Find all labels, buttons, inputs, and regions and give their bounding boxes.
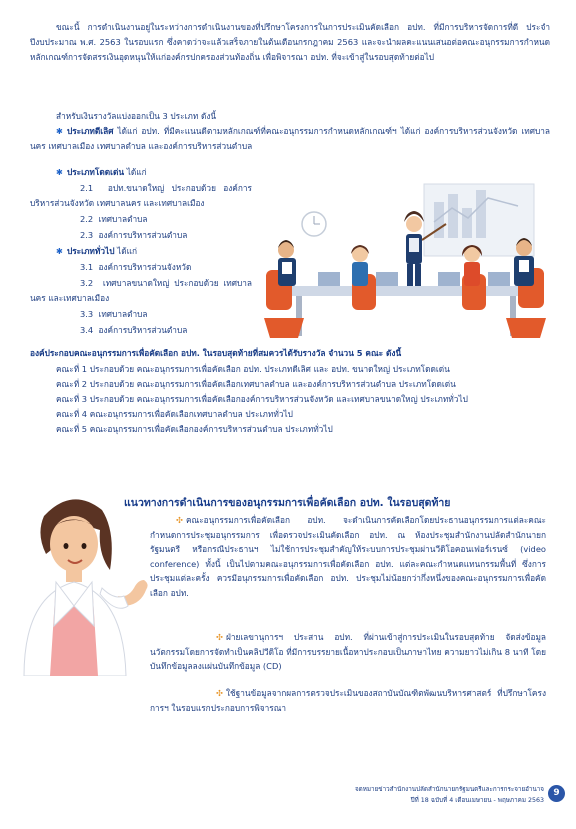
meeting-illustration [256, 178, 556, 348]
item-text: องค์การบริหารส่วนตำบล [98, 325, 188, 335]
guideline-bullet-1 [150, 513, 546, 600]
category-outstanding-title: ประเภทโดดเด่น [66, 167, 125, 177]
item-number: 2.1 [80, 183, 94, 193]
item-number: 3.3 [80, 309, 94, 319]
prize-types-lead: สำหรับเงินรางวัลแบ่งออกเป็น 3 ประเภท ดังนี้ [56, 111, 217, 121]
committee-heading-text: องค์ประกอบคณะอนุกรรมการเพื่อคัดเลือก อปท. ในรอบสุดท้ายที่สมควรได้รับรางวัล จำนวน 5 คณะ ดังนี้ [30, 348, 402, 358]
general-item [80, 323, 187, 338]
item-number: 2.3 [80, 230, 94, 240]
flower-icon: ✣ [176, 515, 183, 525]
item-text: เทศบาลตำบล [98, 309, 148, 319]
guideline-bullet-3 [150, 686, 546, 715]
general-item [80, 260, 191, 275]
category-general [56, 244, 137, 259]
item-text: อปท.ขนาดใหญ่ ประกอบด้วย องค์การบริหารส่วนจังหวัด เทศบาลนคร และเทศบาลเมือง [30, 183, 252, 208]
category-outstanding [56, 165, 147, 180]
outstanding-item [30, 181, 252, 210]
guideline-text: ใช้ฐานข้อมูลจากผลการตรวจประเมินของสถาบันบัณฑิตพัฒนบริหารศาสตร์ ที่ปรึกษาโครงการฯ ในรอบแรกประกอบการพิจารณา [150, 688, 546, 713]
asterisk-icon: ✱ [56, 167, 63, 177]
category-excellent-title: ประเภทดีเลิศ [66, 126, 114, 136]
committee-item: คณะที่ 1 ประกอบด้วย คณะอนุกรรมการเพื่อคัดเลือก อปท. ประเภทดีเลิศ และ อปท. ขนาดใหญ่ ประเภทโดดเด่น [56, 364, 450, 374]
item-text: เทศบาลตำบล [98, 214, 148, 224]
page-number: 9 [548, 785, 565, 802]
asterisk-icon: ✱ [56, 126, 63, 136]
asterisk-icon: ✱ [56, 246, 63, 256]
category-general-title: ประเภททั่วไป [66, 246, 115, 256]
guidelines-heading: แนวทางการดำเนินการของอนุกรรมการเพื่อคัดเลือก อปท. ในรอบสุดท้าย [124, 497, 451, 509]
committee-item: คณะที่ 2 ประกอบด้วย คณะอนุกรรมการเพื่อคัดเลือกเทศบาลตำบล และองค์การบริหารส่วนตำบล ประเภทโดดเด่น [56, 379, 456, 389]
outstanding-item [80, 228, 187, 243]
committee-item: คณะที่ 5 คณะอนุกรรมการเพื่อคัดเลือกองค์การบริหารส่วนตำบล ประเภททั่วไป [56, 424, 333, 434]
guideline-text: ฝ่ายเลขานุการฯ ประสาน อปท. ที่ผ่านเข้าสู่การประเมินในรอบสุดท้าย จัดส่งข้อมูลนวัตกรรมโดยการจัดทำเป็นคลิปวีดิโอ ที่มีการบรรยายเนื้อหาประกอบเป็นภาษาไทย ความยาวไม่เกิน 8 นาที โดยบันทึกข้อมูลลงแผ่นบันทึกข้อมูล (CD) [150, 632, 546, 671]
intro-paragraph: ขณะนี้ การดำเนินงานอยู่ในระหว่างการดำเนินงานของที่ปรึกษาโครงการในการประเมินคัดเลือก อปท. ที่มีการบริหารจัดการที่ดี ประจำปีงบประมาณ พ.ศ. 2563 ในรอบแรก ซึ่งคาดว่าจะแล้วเสร็จภายในต้นเดือนกรกฎาคม 2563 และจะนำผลคะแนนเสนอต่อคณะอนุกรรมการกำหนดหลักเกณฑ์การจัดสรรเงินอุดหนุนให้แก่องค์กรปกครองส่วนท้องถิ่น เพื่อพิจารณา อปท. ที่จะเข้าสู่ในรอบสุดท้ายต่อไป [30, 22, 550, 62]
flower-icon: ✣ [216, 632, 223, 642]
committee-heading [30, 346, 560, 361]
item-number: 2.2 [80, 214, 94, 224]
item-text: องค์การบริหารส่วนตำบล [98, 230, 188, 240]
committee-item: คณะที่ 3 ประกอบด้วย คณะอนุกรรมการเพื่อคัดเลือกองค์การบริหารส่วนจังหวัด และเทศบาลขนาดใหญ่ ประเภททั่วไป [56, 394, 468, 404]
category-excellent-text: ได้แก่ อปท. ที่มีคะแนนดีตามหลักเกณฑ์ที่คณะอนุกรรมการกำหนดหลักเกณฑ์ฯ ได้แก่ องค์การบริหารส่วนจังหวัด เทศบาลนคร เทศบาลเมือง เทศบาลตำบล และองค์การบริหารส่วนตำบล [30, 126, 551, 151]
category-outstanding-suffix: ได้แก่ [126, 167, 147, 177]
committee-item: คณะที่ 4 คณะอนุกรรมการเพื่อคัดเลือกเทศบาลตำบล ประเภททั่วไป [56, 409, 293, 419]
item-number: 3.1 [80, 262, 94, 272]
category-general-suffix: ได้แก่ [117, 246, 138, 256]
guideline-bullet-2 [150, 630, 546, 674]
general-item [30, 276, 252, 305]
flower-icon: ✣ [216, 688, 223, 698]
item-text: เทศบาลขนาดใหญ่ ประกอบด้วย เทศบาลนคร และเทศบาลเมือง [30, 278, 253, 303]
item-text: องค์การบริหารส่วนจังหวัด [98, 262, 192, 272]
item-number: 3.2 [80, 278, 94, 288]
item-number: 3.4 [80, 325, 94, 335]
footer-title: จดหมายข่าวสำนักงานปลัดสำนักนายกรัฐมนตรีและการกระจายอำนาจ [354, 786, 544, 793]
guideline-text: คณะอนุกรรมการเพื่อคัดเลือก อปท. จะดำเนินการคัดเลือกโดยประธานอนุกรรมการแต่ละคณะกำหนดการประชุมอนุกรรมการ เพื่อตรวจประเมินคัดเลือก อปท. ณ ห้องประชุมสำนักงานปลัดสำนักนายกรัฐมนตรี หรือกรณีประธานฯ ไม่ใช้การประชุมสำคัญให้ระบบการประชุมผ่านวีดิโอคอนเฟอร์เรนซ์ (video conference) ทั้งนี้ เป็นไปตามคณะอนุกรรมการเพื่อคัดเลือก อปท. แต่ละคณะกำหนดแทนกรรมพื้นที่ ซึ่งการประชุมแต่ละครั้ง ควรมีอนุกรรมการเพื่อคัดเลือก อปท. ประชุมไม่น้อยกว่ากึ่งหนึ่งของคณะอนุกรรมการเพื่อคัดเลือก อปท. [150, 515, 546, 598]
outstanding-item [80, 212, 147, 227]
footer-issue: ปีที่ 18 ฉบับที่ 4 เดือนเมษายน - พฤษภาคม 2563 [410, 797, 544, 804]
general-item [80, 307, 147, 322]
category-excellent [30, 124, 550, 154]
woman-illustration [4, 486, 154, 676]
